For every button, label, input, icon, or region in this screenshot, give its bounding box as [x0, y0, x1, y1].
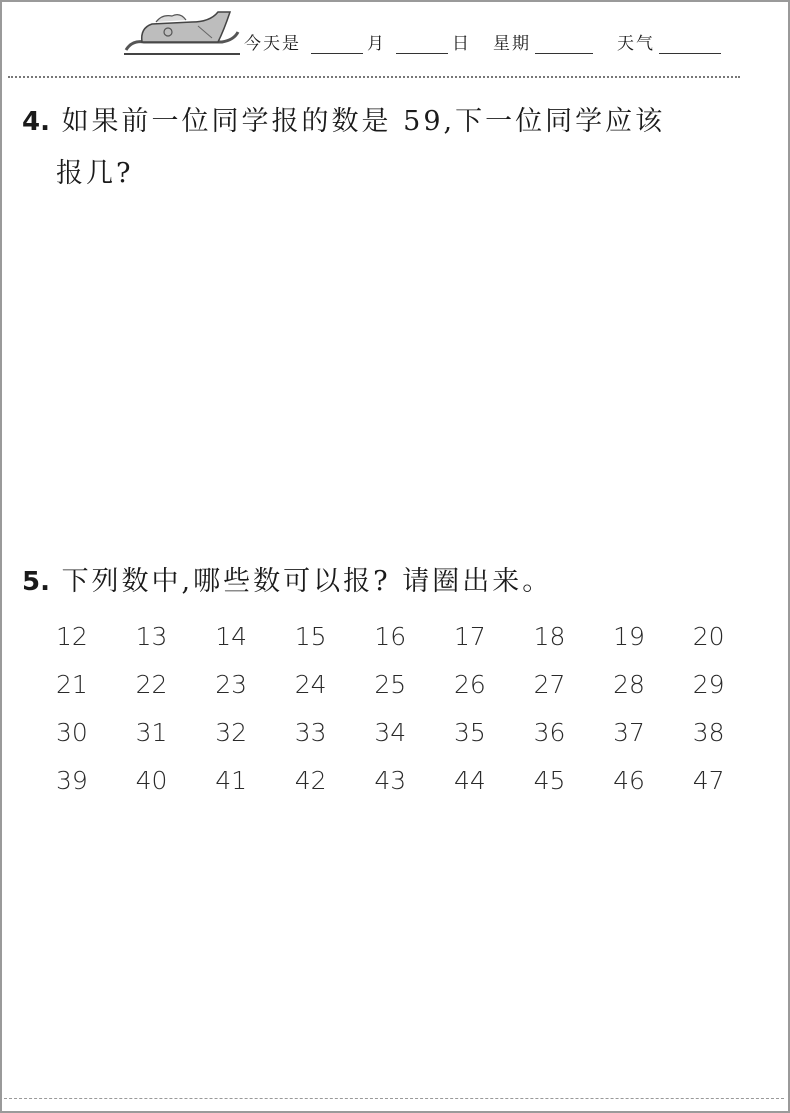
number-cell[interactable]: 27: [533, 669, 566, 699]
number-cell[interactable]: 16: [374, 621, 407, 651]
number-cell[interactable]: 46: [613, 765, 645, 795]
number-cell[interactable]: 25: [374, 669, 407, 699]
number-cell[interactable]: 13: [135, 621, 168, 651]
today-label: 今天是: [244, 34, 301, 54]
number-cell[interactable]: 39: [56, 765, 88, 795]
number-cell[interactable]: 17: [453, 621, 486, 651]
number-cell[interactable]: 37: [613, 717, 645, 747]
day-blank[interactable]: [396, 35, 448, 54]
number-cell[interactable]: 33: [294, 717, 327, 747]
number-cell[interactable]: 38: [692, 717, 725, 747]
number-cell[interactable]: 47: [692, 765, 725, 795]
header-divider: [8, 76, 740, 78]
weather-blank[interactable]: [659, 35, 721, 54]
number-grid: [56, 612, 772, 804]
number-cell[interactable]: 21: [56, 669, 88, 699]
number-cell[interactable]: 42: [294, 765, 327, 795]
date-weather-header: [244, 28, 725, 54]
number-cell[interactable]: 18: [533, 621, 566, 651]
question-5: [22, 556, 752, 608]
number-cell[interactable]: 35: [453, 717, 486, 747]
number-cell[interactable]: 31: [135, 717, 168, 747]
footer-divider: [4, 1098, 784, 1099]
day-label: 日: [452, 34, 471, 54]
month-label: 月: [367, 34, 386, 54]
question-text-continued: 报几?: [56, 158, 134, 189]
number-cell[interactable]: 36: [533, 717, 566, 747]
question-number: 4.: [22, 107, 50, 137]
question-text: 下列数中,哪些数可以报? 请圈出来。: [61, 566, 553, 597]
month-blank[interactable]: [311, 35, 363, 54]
number-cell[interactable]: 20: [692, 621, 725, 651]
weekday-blank[interactable]: [535, 35, 593, 54]
number-cell[interactable]: 19: [613, 621, 645, 651]
number-cell[interactable]: 12: [56, 621, 88, 651]
number-cell[interactable]: 41: [215, 765, 247, 795]
number-cell[interactable]: 40: [135, 765, 168, 795]
number-cell[interactable]: 45: [533, 765, 566, 795]
question-text: 如果前一位同学报的数是 59,下一位同学应该: [61, 106, 666, 137]
number-cell[interactable]: 22: [135, 669, 168, 699]
number-cell[interactable]: 44: [453, 765, 486, 795]
number-cell[interactable]: 24: [294, 669, 327, 699]
weather-label: 天气: [617, 34, 655, 54]
weekday-label: 星期: [493, 34, 531, 54]
number-cell[interactable]: 14: [215, 621, 247, 651]
number-cell[interactable]: 34: [374, 717, 407, 747]
number-cell[interactable]: 15: [294, 621, 327, 651]
number-cell[interactable]: 30: [56, 717, 88, 747]
question-4: [22, 96, 752, 200]
number-cell[interactable]: 26: [453, 669, 486, 699]
number-cell[interactable]: 28: [613, 669, 645, 699]
number-cell[interactable]: 32: [215, 717, 247, 747]
number-cell[interactable]: 43: [374, 765, 407, 795]
sleigh-icon: [122, 10, 242, 56]
number-cell[interactable]: 29: [692, 669, 725, 699]
question-number: 5.: [22, 567, 50, 597]
number-cell[interactable]: 23: [215, 669, 247, 699]
